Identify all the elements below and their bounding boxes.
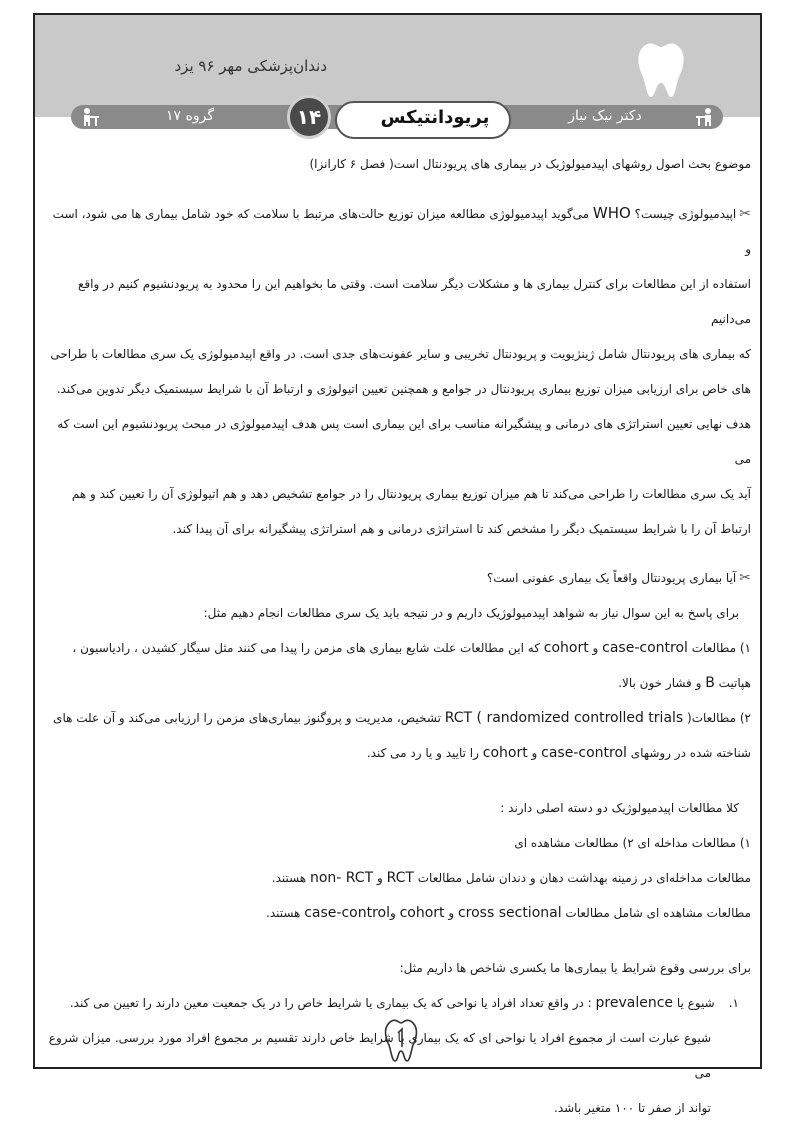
course-title: پریودانتیکس [380, 107, 490, 128]
rct-term: RCT [386, 870, 414, 886]
s3-obs-a: مطالعات مشاهده ای شامل مطالعات [561, 906, 751, 920]
doctor-name: دکتر نیک نیاز [568, 108, 642, 124]
s1-text-1: می‌گوید اپیدمیولوژی مطالعه میزان توزیع حالت‌های مرتبط با سلامت که خود شامل بیماری ها می شود، است و [52, 207, 751, 256]
s3-int-b: و [373, 871, 387, 885]
prevalence-term: prevalence [595, 995, 674, 1011]
cross-sectional-term: cross sectional [457, 905, 562, 921]
case-control-term: case-control [602, 640, 688, 656]
who-term: WHO [592, 204, 631, 222]
s4-item-1-a: شیوع یا [673, 996, 715, 1010]
s1-line-4: های خاص برای ارزیابی میزان توزیع بیماری پریودنتال در جوامع و همچنین تعیین اتیولوژی و ارتباط آن با شرایط سیستمیک دیگر تدوین می‌کند. [56, 382, 751, 396]
s2-item-2-d: و [527, 746, 542, 760]
s1-line-7: ارتباط آن را با شرایط سیستمیک دیگر را مشخص کند تا استراتژی درمانی و هم استراتژی پیشگیرانه برای آن پیدا کند. [172, 522, 751, 536]
s3-int-a: مطالعات مداخله‌ای در زمینه بهداشت دهان و دندان شامل مطالعات [413, 871, 751, 885]
s2-item-2-a: ۲) مطالعات( [683, 711, 751, 725]
scissors-icon: ✂ [739, 206, 751, 222]
topic-line: موضوع بحث اصول روشهای اپیدمیولوژیک در بیماری های پریودنتال است( فصل ۶ کارانزا) [309, 157, 751, 171]
s3-obs-c: و [389, 906, 400, 920]
s3-obs-b: و [444, 906, 458, 920]
s2-item-1-cont [45, 666, 751, 701]
s1-line-5: هدف نهایی تعیین استراتژی های درمانی و پیشگیرانه مناسب برای این بیماری است پس هدف اپیدمیولوژی در مبحث پریودنشیوم این است که می [57, 417, 751, 466]
case-control-term: case-control [541, 745, 627, 761]
s4-item-1-b: : در واقع تعداد افراد یا نواحی که یک بیماری یا شرایط خاص را در یک جمعیت معین دارند را تعیین می کند. [69, 996, 596, 1010]
s3-interventional [45, 861, 751, 896]
s2-item-1-a: ۱) مطالعات [687, 641, 751, 655]
tooth-outline-icon [381, 1017, 421, 1063]
s3-types: ۱) مطالعات مداخله ای ۲) مطالعات مشاهده ای [514, 836, 751, 850]
s2-item-1 [45, 631, 751, 666]
s1-heading: اپیدمیولوژی چیست؟ [630, 207, 737, 221]
s1-line-1 [45, 196, 751, 267]
case-control-term: case-control [304, 905, 390, 921]
s2-item-2-cont [45, 736, 751, 771]
s2-line-1: برای پاسخ به این سوال نیاز به شواهد اپیدمیولوژیک داریم و در نتیجه باید یک سری مطالعات انجام دهیم مثل: [203, 606, 739, 620]
s4-line-2: شیوع عبارت است از مجموع افراد یا نواحی ای که یک بیماری یا شرایط خاص دارند تقسیم بر مجموع افراد مورد بررسی. میزان شروع می [48, 1031, 711, 1080]
rct-term: RCT ( randomized controlled trials [444, 710, 684, 726]
scissors-icon: ✂ [739, 570, 751, 586]
s2-item-2 [45, 701, 751, 736]
cohort-term: cohort [543, 640, 589, 656]
s3-obs-d: هستند. [266, 906, 305, 920]
s4-line-3: تواند از صفر تا ۱۰۰ متغیر باشد. [554, 1101, 711, 1115]
document-body [45, 147, 751, 1126]
s4-item-1 [45, 986, 751, 1021]
s4-item-1-num: ۱. [728, 996, 739, 1010]
tooth-icon [633, 39, 689, 101]
s2-item-2-b: تشخیص، مدیریت و پروگنوز بیماری‌های مزمن را ارزیابی می‌کند و آن علت های [53, 711, 445, 725]
s3-observational [45, 896, 751, 931]
s3-intro: کلا مطالعات اپیدمیولوژیک دو دسته اصلی دارند : [500, 801, 739, 815]
cohort-term: cohort [482, 745, 528, 761]
s2-item-1-b: و [588, 641, 603, 655]
s1-line-2: استفاده از این مطالعات برای کنترل بیماری ها و مشکلات دیگر سلامت است. وقتی ما بخواهیم این را محدود به پریودنشیوم کنیم در واقع می‌دانیم [77, 277, 751, 326]
s2-item-2-e: را تایید و یا رد می کند. [366, 746, 483, 760]
s3-int-c: هستند. [271, 871, 310, 885]
non-rct-term: non- RCT [309, 870, 374, 886]
b-term: B [705, 675, 715, 691]
s2-item-1-e: و فشار خون بالا. [618, 676, 706, 690]
s1-line-6: آید یک سری مطالعات را طراحی می‌کند تا هم میزان توزیع بیماری پریودنتال را در جوامع تشخیص دهد و هم اتیولوژی آن را تعیین کند و هم [71, 487, 751, 501]
s2-item-1-d: هپاتیت [714, 676, 751, 690]
s2-item-2-c: شناخته شده در روشهای [626, 746, 751, 760]
header-subtitle: دندان‌پزشکی مهر ۹۶ یزد [174, 57, 327, 75]
s2-item-1-c: که این مطالعات علت شایع بیماری های مزمن را پیدا می کنند مثل سیگار کشیدن ، رادیاسیون ، [72, 641, 544, 655]
s4-intro: برای بررسی وقوع شرایط یا بیماری‌ها ما یکسری شاخص ها داریم مثل: [399, 961, 751, 975]
cohort-term: cohort [399, 905, 445, 921]
group-label: گروه ۱۷ [166, 108, 214, 124]
s2-heading: آیا بیماری پریودنتال واقعاً یک بیماری عفونی است؟ [486, 571, 737, 585]
session-number-badge: ۱۴ [287, 95, 331, 139]
page-frame [33, 13, 762, 1115]
teacher-at-desk-icon [78, 107, 100, 127]
s2-heading-line [45, 561, 751, 596]
teacher-at-desk-icon [695, 107, 717, 127]
s1-line-3: که بیماری های پریودنتال شامل ژینژیویت و پریودنتال تخریبی و سایر عفونت‌های جدی است. در واقع اپیدمیولوژی یک سری مطالعات با طراحی [50, 347, 751, 361]
